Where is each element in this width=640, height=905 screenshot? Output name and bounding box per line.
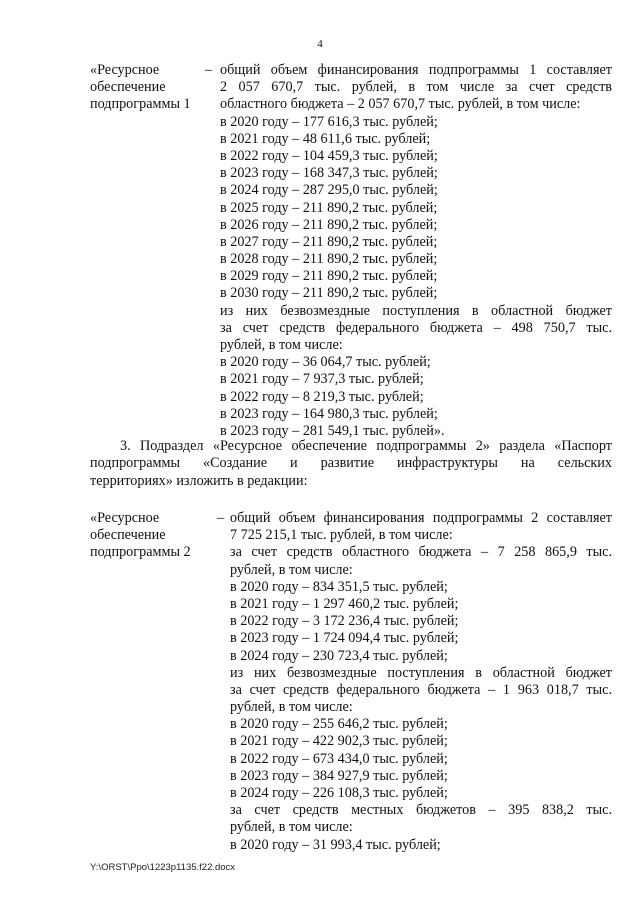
section-3-paragraph [90,438,612,490]
block1-label-line: подпрограммы 1 [90,96,191,113]
block1-content [220,62,612,440]
block1-line: 2 057 670,7 тыс. рублей, в том числе за счет средств [220,79,612,96]
block1-line: в 2021 году – 7 937,3 тыс. рублей; [220,371,424,388]
block1-label-line: «Ресурсное [90,62,160,78]
block2-line: в 2024 году – 226 108,3 тыс. рублей; [230,785,448,801]
block1-line: из них безвозмездные поступления в областной бюджет [220,302,612,319]
block2-line: в 2024 году – 230 723,4 тыс. рублей; [230,647,448,664]
block2-label-line: подпрограммы 2 [90,544,191,561]
block2-line: в 2020 году – 834 351,5 тыс. рублей; [230,578,448,595]
block1-line: в 2020 году – 177 616,3 тыс. рублей; [220,113,438,130]
block2-label-line: обеспечение [90,527,166,544]
block2-line: за счет средств областного бюджета – 7 258 865,9 тыс. [230,544,612,561]
block1-line: в 2024 году – 287 295,0 тыс. рублей; [220,182,438,199]
section3-line: территориях» изложить в редакции: [90,472,308,489]
block1-line: в 2028 году – 211 890,2 тыс. рублей; [220,251,438,268]
block2-line: рублей, в том числе: [230,561,353,578]
block1-line: в 2023 году – 164 980,3 тыс. рублей; [220,405,438,422]
block1-line: областного бюджета – 2 057 670,7 тыс. рублей, в том числе: [220,96,581,113]
block1-label-line: обеспечение [90,79,166,96]
block2-line: в 2021 году – 1 297 460,2 тыс. рублей; [230,595,459,612]
block2-line: в 2022 году – 3 172 236,4 тыс. рублей; [230,613,459,630]
section3-line: подпрограммы «Создание и развитие инфраструктуры на сельских [90,455,612,472]
block2-line: рублей, в том числе: [230,699,353,716]
block1-line: в 2021 году – 48 611,6 тыс. рублей; [220,130,431,147]
page-number: 4 [317,38,323,50]
block2-label [90,510,215,562]
block2-line: за счет средств федерального бюджета – 1 963 018,7 тыс. [230,681,612,698]
block1-line: в 2026 году – 211 890,2 тыс. рублей; [220,216,438,233]
block2-line: в 2021 году – 422 902,3 тыс. рублей; [230,733,448,750]
block1-line: в 2029 году – 211 890,2 тыс. рублей; [220,268,438,285]
block1-line: в 2030 году – 211 890,2 тыс. рублей; [220,285,438,302]
block2-line: в 2020 году – 31 993,4 тыс. рублей; [230,836,441,853]
file-path-footer: Y:\ORST\Ppo\1223p1135.f22.docx [90,862,236,873]
block2-dash: – [217,510,225,526]
block1-line: в 2023 году – 168 347,3 тыс. рублей; [220,165,438,182]
block2-line: в 2022 году – 673 434,0 тыс. рублей; [230,750,448,767]
block2-line: общий объем финансирования подпрограммы 2 составляет [230,510,612,526]
block1-line: общий объем финансирования подпрограммы 1 составляет [220,62,612,78]
block1-line: в 2020 году – 36 064,7 тыс. рублей; [220,354,431,371]
block1-line: в 2022 году – 104 459,3 тыс. рублей; [220,147,438,164]
block1-dash: – [205,62,213,78]
block2-line: в 2020 году – 255 646,2 тыс. рублей; [230,716,448,733]
block1-line: в 2027 году – 211 890,2 тыс. рублей; [220,233,438,250]
block2-line: из них безвозмездные поступления в областной бюджет [230,664,612,681]
block2-line: в 2023 году – 1 724 094,4 тыс. рублей; [230,630,459,647]
block1-line: за счет средств федерального бюджета – 498 750,7 тыс. [220,319,612,336]
block1-line: в 2025 году – 211 890,2 тыс. рублей; [220,199,438,216]
block2-line: рублей, в том числе: [230,819,353,836]
block2-content [230,510,612,854]
block2-label-line: «Ресурсное [90,510,160,526]
block1-label [90,62,215,114]
section3-line: 3. Подраздел «Ресурсное обеспечение подпрограммы 2» раздела «Паспорт [120,438,612,454]
block2-line: за счет средств местных бюджетов – 395 838,2 тыс. [230,802,612,819]
block1-line: в 2023 году – 281 549,1 тыс. рублей». [220,422,445,439]
block1-line: в 2022 году – 8 219,3 тыс. рублей; [220,388,424,405]
block2-line: 7 725 215,1 тыс. рублей, в том числе: [230,527,453,544]
block2-line: в 2023 году – 384 927,9 тыс. рублей; [230,767,448,784]
block1-line: рублей, в том числе: [220,337,343,353]
